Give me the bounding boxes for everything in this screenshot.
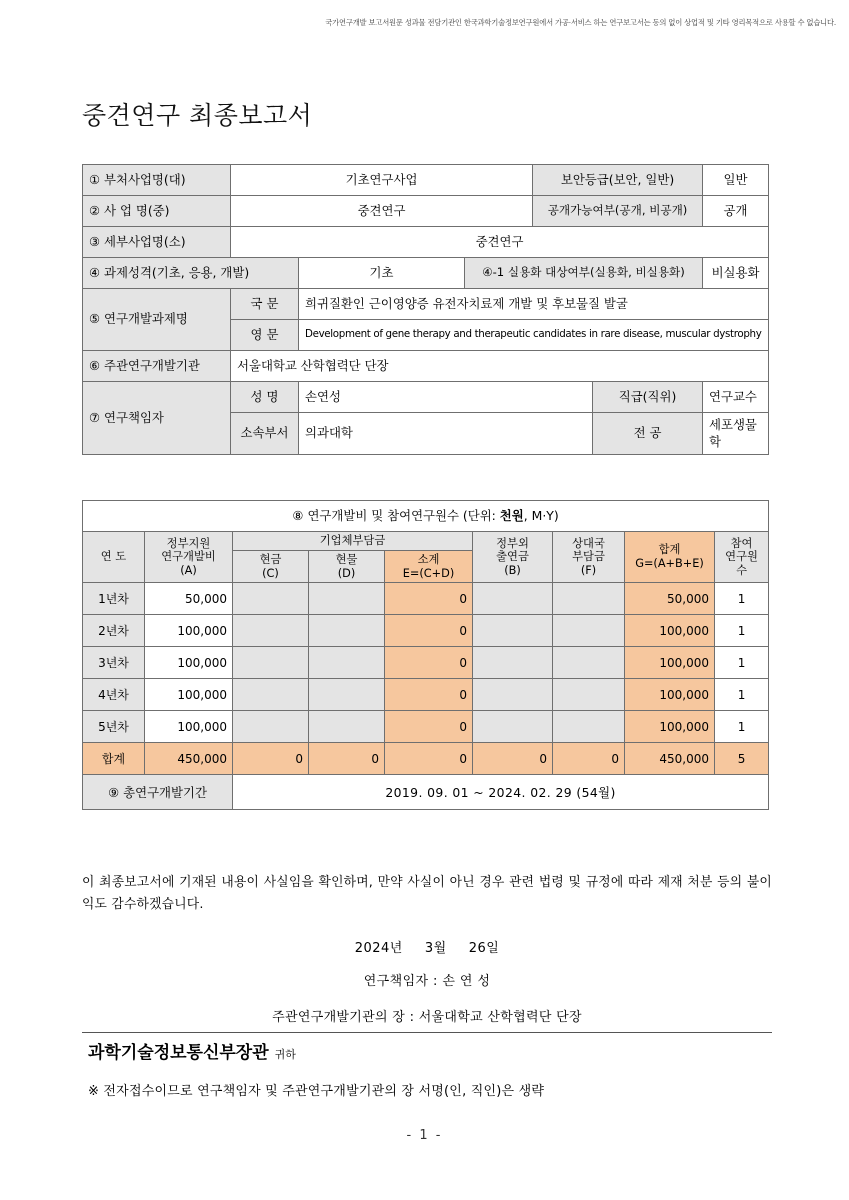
row-total: 50,000: [625, 583, 715, 615]
signature-omitted-note: ※ 전자접수이므로 연구책임자 및 주관연구개발기관의 장 서명(인, 직인)은 생략: [88, 1084, 545, 1099]
table-row: [83, 711, 769, 743]
table-row: [83, 227, 769, 258]
row-inkind: [309, 647, 385, 679]
row5-en-value: Development of gene therapy and therapeutic candidates in rare disease, muscular dystrophy: [299, 320, 769, 351]
total-total: 450,000: [625, 743, 715, 775]
row7-label: ⑦ 연구책임자: [83, 382, 231, 455]
row-gov-support: 100,000: [145, 647, 233, 679]
confirmation-statement: 이 최종보고서에 기재된 내용이 사실임을 확인하며, 만약 사실이 아닌 경우 관련 법령 및 규정에 따라 제재 처분 등의 불이익도 감수하겠습니다.: [82, 875, 772, 913]
row-gov-support: 50,000: [145, 583, 233, 615]
budget-caption-bold: 천원: [499, 508, 524, 524]
row-inkind: [309, 615, 385, 647]
row5-ko-label: 국 문: [231, 289, 299, 320]
row-researchers: 1: [715, 647, 769, 679]
minister-honorific: 귀하: [274, 1048, 296, 1061]
row4-value: 기초: [299, 258, 465, 289]
row-year: 2년차: [83, 615, 145, 647]
signature-pi: 연구책임자 : 손 연 성: [363, 974, 491, 989]
budget-header-row-1: [83, 532, 769, 551]
signature-year: 2024년: [354, 941, 403, 956]
total-year: 합계: [83, 743, 145, 775]
table-row: [83, 351, 769, 382]
budget-caption-prefix: ⑧ 연구개발비 및 참여연구원수 (단위:: [292, 508, 500, 524]
header-gov-outside: [473, 532, 553, 583]
row4-sub-label: ④-1 실용화 대상여부(실용화, 비실용화): [465, 258, 703, 289]
row1-sub-label: 보안등급(보안, 일반): [533, 165, 703, 196]
row2-sub-value: 공개: [703, 196, 769, 227]
period-row: [83, 775, 769, 810]
row6-label: ⑥ 주관연구개발기관: [83, 351, 231, 382]
row-gov-outside: [473, 615, 553, 647]
row-cash: [233, 679, 309, 711]
header-gov-support-line1: 정부지원: [166, 536, 211, 550]
total-subtotal: 0: [385, 743, 473, 775]
table-row: [83, 647, 769, 679]
row-year: 1년차: [83, 583, 145, 615]
page-number: - 1 -: [406, 1128, 443, 1143]
header-total-line1: 합계: [658, 543, 681, 557]
row-year: 4년차: [83, 679, 145, 711]
row-year: 5년차: [83, 711, 145, 743]
budget-table: [82, 500, 769, 810]
header-partner: [553, 532, 625, 583]
total-inkind: 0: [309, 743, 385, 775]
period-value: 2019. 09. 01 ~ 2024. 02. 29 (54월): [233, 775, 769, 810]
table-row: [83, 165, 769, 196]
total-partner: 0: [553, 743, 625, 775]
header-inkind: [309, 550, 385, 583]
row4-sub-value: 비실용화: [703, 258, 769, 289]
signature-day: 26일: [468, 941, 500, 956]
header-company-group: 기업체부담금: [233, 532, 473, 551]
period-label: ⑨ 총연구개발기간: [83, 775, 233, 810]
header-subtotal: [385, 550, 473, 583]
table-row: [83, 583, 769, 615]
pi-position-label: 직급(직위): [593, 382, 703, 413]
signature-month: 3월: [424, 941, 447, 956]
row-total: 100,000: [625, 711, 715, 743]
pi-major-value: 세포생물학: [703, 413, 769, 455]
row-subtotal: 0: [385, 679, 473, 711]
page-title: 중견연구 최종보고서: [82, 101, 313, 130]
row-gov-support: 100,000: [145, 615, 233, 647]
row-partner: [553, 711, 625, 743]
table-row: [83, 196, 769, 227]
row-inkind: [309, 711, 385, 743]
row6-value: 서울대학교 산학협력단 단장: [231, 351, 769, 382]
header-gov-outside-line1: 정부외: [496, 536, 529, 550]
row-year: 3년차: [83, 647, 145, 679]
row-partner: [553, 679, 625, 711]
total-cash: 0: [233, 743, 309, 775]
budget-caption-suffix: , M·Y): [523, 508, 559, 524]
header-inkind-line1: 현물: [335, 552, 358, 566]
pi-dept-label: 소속부서: [231, 413, 299, 455]
row-total: 100,000: [625, 679, 715, 711]
minister-addressee: [88, 1038, 296, 1063]
signature-org: 주관연구개발기관의 장 : 서울대학교 산학협력단 단장: [272, 1010, 582, 1025]
row-cash: [233, 615, 309, 647]
header-total-line2: G=(A+B+E): [635, 557, 704, 571]
pi-major-label: 전 공: [593, 413, 703, 455]
pi-position-value: 연구교수: [703, 382, 769, 413]
header-gov-outside-line3: (B): [504, 564, 521, 578]
total-gov-support: 450,000: [145, 743, 233, 775]
row-researchers: 1: [715, 615, 769, 647]
row-gov-outside: [473, 711, 553, 743]
table-row: [83, 615, 769, 647]
header-cash-line2: (C): [262, 566, 279, 580]
total-researchers: 5: [715, 743, 769, 775]
row-gov-outside: [473, 647, 553, 679]
row-researchers: 1: [715, 711, 769, 743]
row-subtotal: 0: [385, 647, 473, 679]
table-row: [83, 382, 769, 413]
row-gov-support: 100,000: [145, 711, 233, 743]
row3-value: 중견연구: [231, 227, 769, 258]
row-cash: [233, 583, 309, 615]
table-row: [83, 289, 769, 320]
budget-total-row: [83, 743, 769, 775]
row-cash: [233, 647, 309, 679]
row5-label: ⑤ 연구개발과제명: [83, 289, 231, 351]
row1-label: ① 부처사업명(대): [83, 165, 231, 196]
table-row: [83, 679, 769, 711]
project-info-table: [82, 164, 769, 455]
header-researchers: [715, 532, 769, 583]
row2-value: 중견연구: [231, 196, 533, 227]
budget-caption-row: [83, 501, 769, 532]
header-researchers-line1: 참여: [730, 536, 753, 550]
row-partner: [553, 647, 625, 679]
pi-name-label: 성 명: [231, 382, 299, 413]
header-partner-line1: 상대국: [572, 536, 605, 550]
header-partner-line2: 부담금: [572, 550, 605, 564]
row2-sub-label: 공개가능여부(공개, 비공개): [533, 196, 703, 227]
row-gov-outside: [473, 583, 553, 615]
header-total: [625, 532, 715, 583]
row1-value: 기초연구사업: [231, 165, 533, 196]
table-row: [83, 258, 769, 289]
budget-section: [82, 500, 768, 810]
row5-ko-value: 희귀질환인 근이영양증 유전자치료제 개발 및 후보물질 발굴: [299, 289, 769, 320]
row-subtotal: 0: [385, 583, 473, 615]
header-year: 연 도: [83, 532, 145, 583]
row4-label: ④ 과제성격(기초, 응용, 개발): [83, 258, 299, 289]
row-gov-support: 100,000: [145, 679, 233, 711]
header-partner-line3: (F): [580, 564, 597, 578]
row-total: 100,000: [625, 615, 715, 647]
header-gov-support-line3: (A): [180, 564, 197, 578]
row-partner: [553, 615, 625, 647]
header-subtotal-line1: 소계: [417, 552, 440, 566]
row-subtotal: 0: [385, 615, 473, 647]
minister-name: 과학기술정보통신부장관: [88, 1043, 269, 1063]
row-researchers: 1: [715, 583, 769, 615]
signature-date: [82, 937, 772, 956]
row-researchers: 1: [715, 679, 769, 711]
header-subtotal-line2: E=(C+D): [402, 566, 455, 580]
header-researchers-line2: 연구원수: [725, 550, 758, 578]
total-gov-outside: 0: [473, 743, 553, 775]
header-gov-outside-line2: 출연금: [496, 550, 529, 564]
header-cash-line1: 현금: [259, 552, 282, 566]
header-inkind-line2: (D): [337, 566, 356, 580]
row1-sub-value: 일반: [703, 165, 769, 196]
header-gov-support-line2: 연구개발비: [161, 550, 216, 564]
header-cash: [233, 550, 309, 583]
header-gov-support: [145, 532, 233, 583]
minister-divider: [82, 1032, 772, 1033]
row-total: 100,000: [625, 647, 715, 679]
row-inkind: [309, 583, 385, 615]
row3-label: ③ 세부사업명(소): [83, 227, 231, 258]
row2-label: ② 사 업 명(중): [83, 196, 231, 227]
row-partner: [553, 583, 625, 615]
row-cash: [233, 711, 309, 743]
budget-caption: [83, 501, 769, 532]
pi-name-value: 손연성: [299, 382, 593, 413]
pi-dept-value: 의과대학: [299, 413, 593, 455]
row5-en-label: 영 문: [231, 320, 299, 351]
row-subtotal: 0: [385, 711, 473, 743]
row-gov-outside: [473, 679, 553, 711]
row-inkind: [309, 679, 385, 711]
copyright-notice: 국가연구개발 보고서원문 성과물 전담기관인 한국과학기술정보연구원에서 가공·서비스 하는 연구보고서는 동의 없이 상업적 및 기타 영리목적으로 사용할 수 없습니다.: [325, 18, 836, 27]
